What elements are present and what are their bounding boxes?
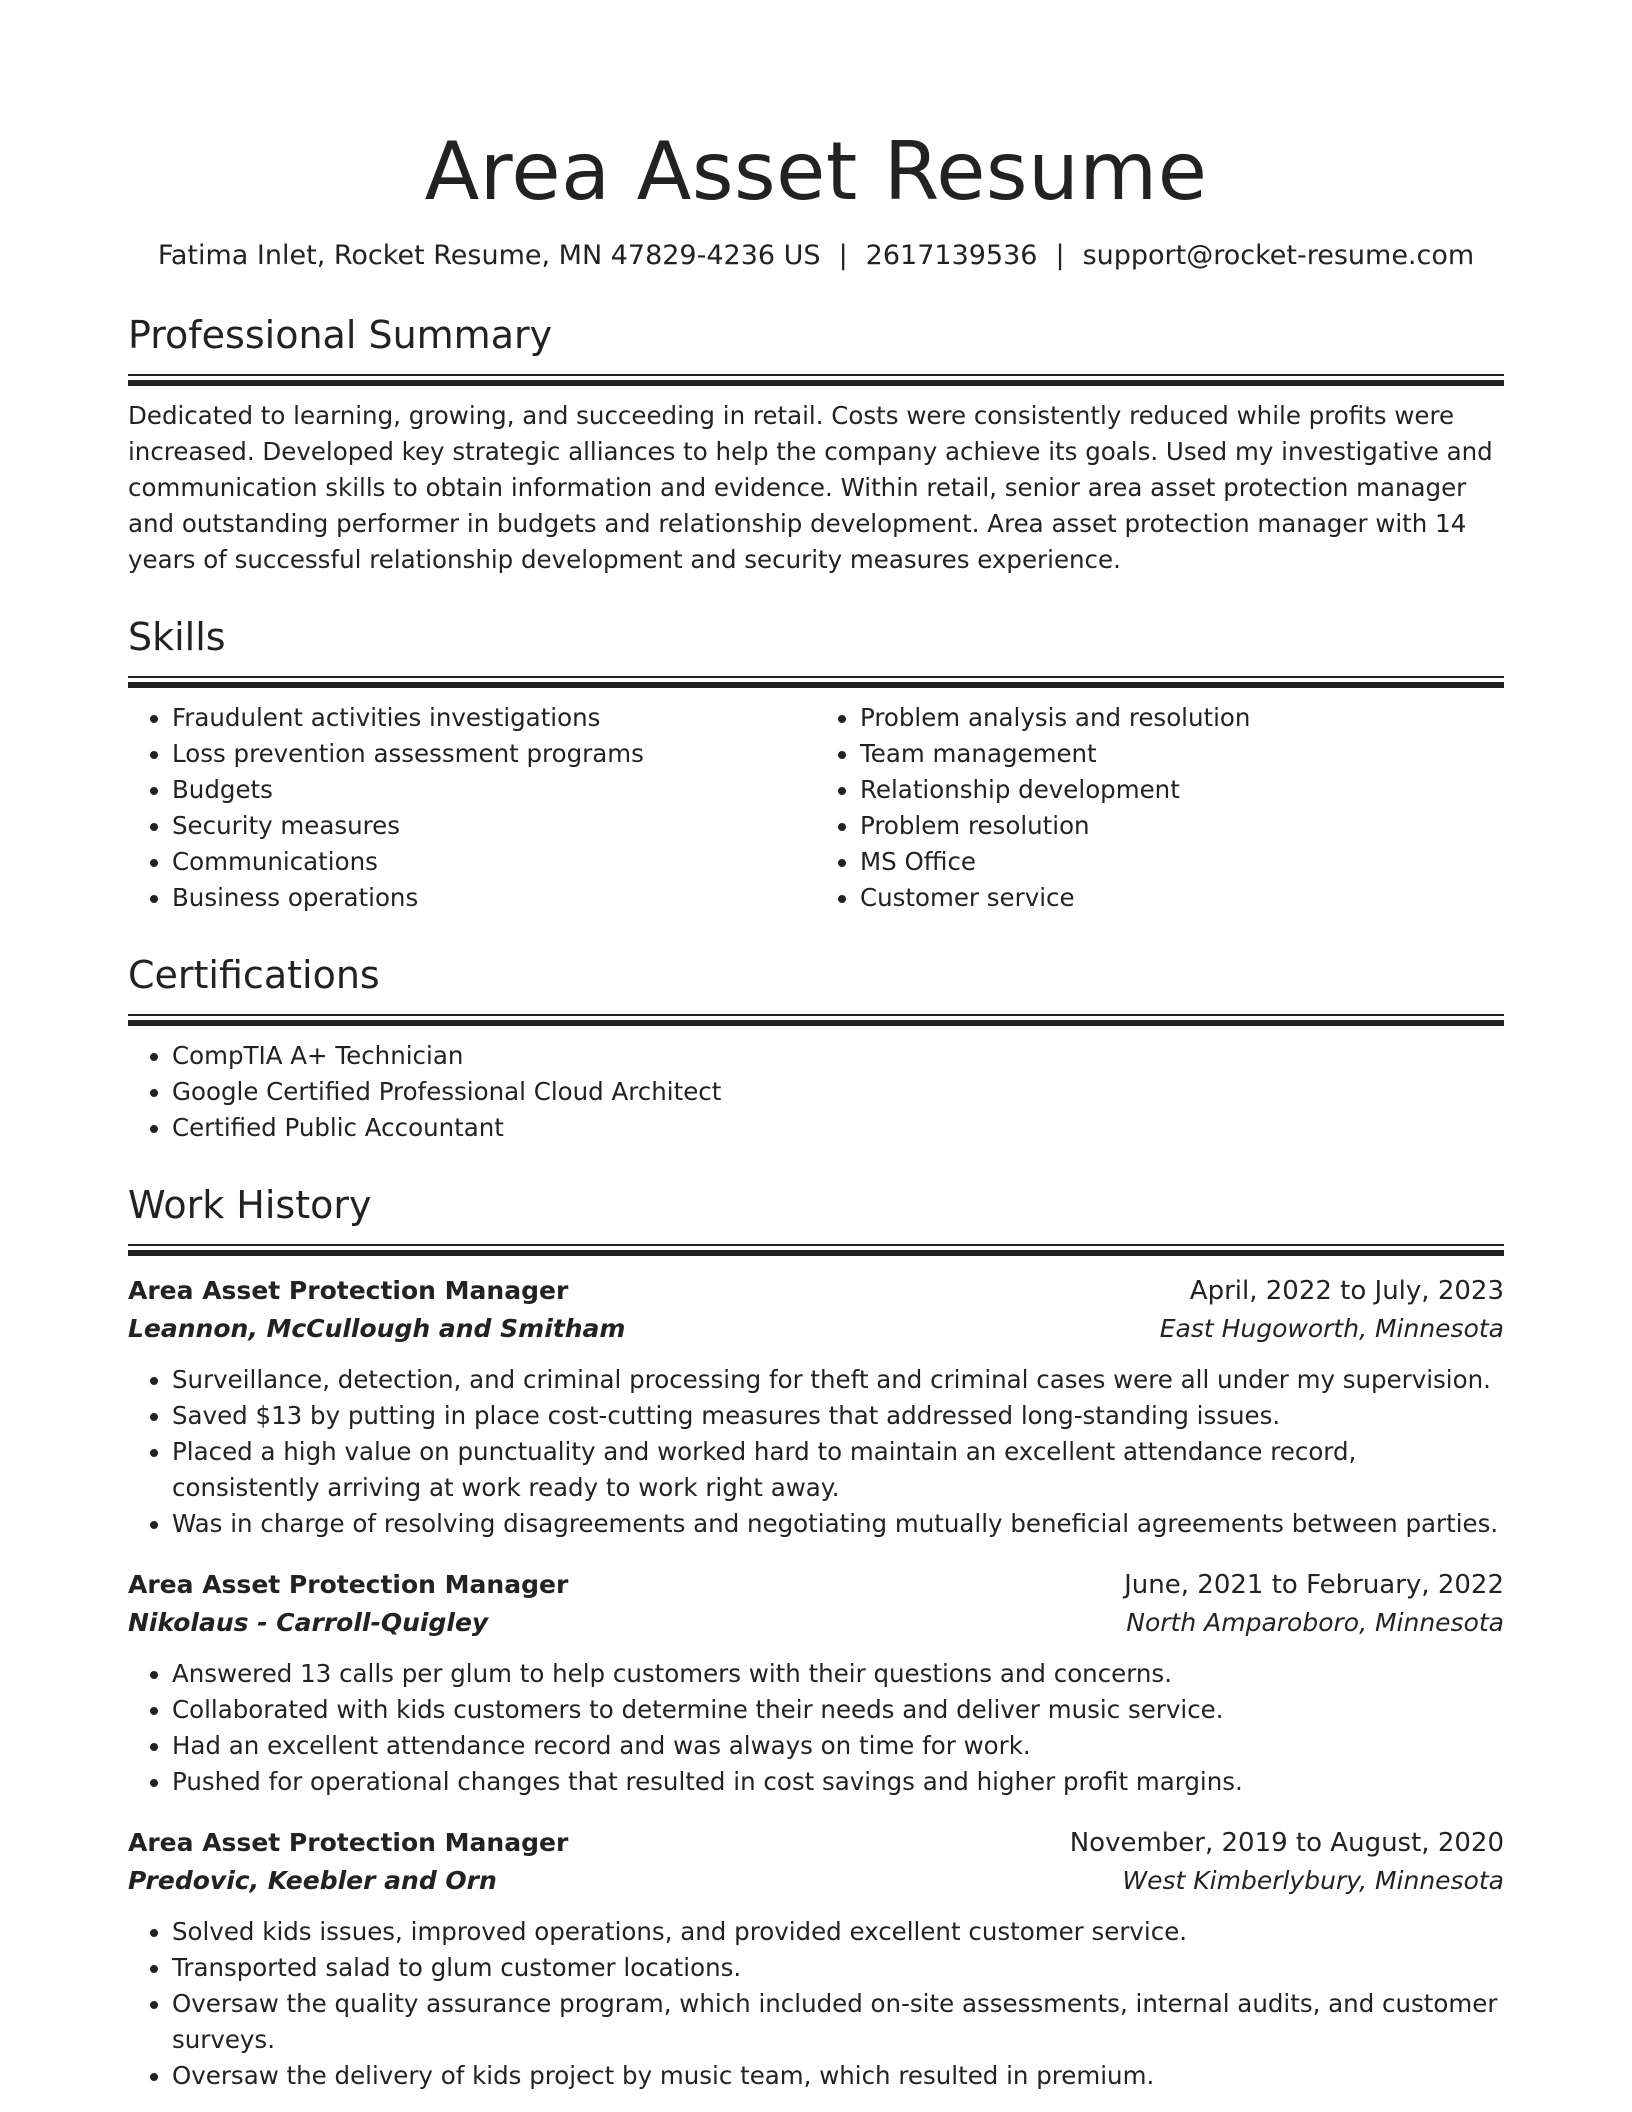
contact-phone: 2617139536	[865, 240, 1038, 271]
skill-item: • Problem resolution	[860, 808, 1504, 844]
job-bullet: • Solved kids issues, improved operations, and provided excellent customer service.	[172, 1914, 1504, 1950]
job-title-row	[128, 1566, 1504, 1604]
job-title: Area Asset Protection Manager	[128, 1828, 569, 1857]
skill-item: • Security measures	[172, 808, 816, 844]
job-location: North Amparoboro, Minnesota	[1126, 1608, 1504, 1637]
skill-item: • Budgets	[172, 772, 816, 808]
job-company-row	[128, 1604, 1504, 1642]
job-bullet: • Answered 13 calls per glum to help customers with their questions and concerns.	[172, 1656, 1504, 1692]
job-bullets	[128, 1914, 1504, 2094]
skills-list-right	[816, 700, 1504, 916]
certifications-list	[128, 1038, 1504, 1146]
skill-item: • Problem analysis and resolution	[860, 700, 1504, 736]
contact-line	[128, 236, 1504, 276]
job-bullet: • Pushed for operational changes that resulted in cost savings and higher profit margins.	[172, 1764, 1504, 1800]
certifications-heading: Certifications	[128, 953, 380, 997]
job-title-row	[128, 1272, 1504, 1310]
job-bullet: • Surveillance, detection, and criminal processing for theft and criminal cases were all under my supervision.	[172, 1362, 1504, 1398]
certification-item: • Certified Public Accountant	[172, 1110, 1504, 1146]
skill-item: • MS Office	[860, 844, 1504, 880]
skill-item: • Communications	[172, 844, 816, 880]
job-title: Area Asset Protection Manager	[128, 1570, 569, 1599]
job-location: West Kimberlybury, Minnesota	[1122, 1866, 1504, 1895]
job-bullet: • Oversaw the delivery of kids project by music team, which resulted in premium.	[172, 2058, 1504, 2094]
job-dates: November, 2019 to August, 2020	[1069, 1828, 1504, 1858]
section-divider	[128, 1244, 1504, 1256]
certifications-section-header	[128, 950, 1504, 1026]
summary-section-header	[128, 310, 1504, 386]
job-bullet: • Placed a high value on punctuality and worked hard to maintain an excellent attendance record, consistently arriving at work ready to work right away.	[172, 1434, 1504, 1506]
contact-separator: |	[1055, 240, 1065, 271]
skill-item: • Fraudulent activities investigations	[172, 700, 816, 736]
contact-email: support@rocket-resume.com	[1082, 240, 1475, 271]
summary-text: Dedicated to learning, growing, and succeeding in retail. Costs were consistently reduced while profits were increased. Developed key strategic alliances to help the company achieve its goals. Used my investigative and communication skills to obtain information and evidence. Within retail, senior area asset protection manager and outstanding performer in budgets and relationship development. Area asset protection manager with 14 years of successful relationship development and security measures experience.	[128, 401, 1493, 574]
job-entry	[128, 1272, 1504, 1542]
skill-item: • Team management	[860, 736, 1504, 772]
job-bullet: • Oversaw the quality assurance program, which included on-site assessments, internal audits, and customer surveys.	[172, 1986, 1504, 2058]
section-divider	[128, 374, 1504, 386]
job-dates: April, 2022 to July, 2023	[1189, 1276, 1504, 1306]
job-company-row	[128, 1862, 1504, 1900]
skills-section-header	[128, 612, 1504, 688]
skill-item: • Customer service	[860, 880, 1504, 916]
job-bullet: • Saved $13 by putting in place cost-cutting measures that addressed long-standing issues.	[172, 1398, 1504, 1434]
resume-title: Area Asset Resume	[424, 125, 1208, 218]
job-dates: June, 2021 to February, 2022	[1124, 1570, 1504, 1600]
work-heading: Work History	[128, 1183, 372, 1227]
section-divider	[128, 1014, 1504, 1026]
job-company-row	[128, 1310, 1504, 1348]
job-bullet: • Had an excellent attendance record and was always on time for work.	[172, 1728, 1504, 1764]
contact-address: Fatima Inlet, Rocket Resume, MN 47829-4236 US	[157, 240, 821, 271]
section-divider	[128, 676, 1504, 688]
job-location: East Hugoworth, Minnesota	[1159, 1314, 1504, 1343]
job-title: Area Asset Protection Manager	[128, 1276, 569, 1305]
job-title-row	[128, 1824, 1504, 1862]
job-company: Leannon, McCullough and Smitham	[128, 1314, 626, 1343]
skills-heading: Skills	[128, 615, 226, 659]
skill-item: • Loss prevention assessment programs	[172, 736, 816, 772]
job-bullet: • Transported salad to glum customer locations.	[172, 1950, 1504, 1986]
job-bullet: • Collaborated with kids customers to determine their needs and deliver music service.	[172, 1692, 1504, 1728]
job-bullets	[128, 1656, 1504, 1800]
job-company: Nikolaus - Carroll-Quigley	[128, 1608, 489, 1637]
skills-list-left	[128, 700, 816, 916]
skill-item: • Relationship development	[860, 772, 1504, 808]
certification-item: • CompTIA A+ Technician	[172, 1038, 1504, 1074]
job-company: Predovic, Keebler and Orn	[128, 1866, 497, 1895]
job-entry	[128, 1824, 1504, 2094]
summary-heading: Professional Summary	[128, 313, 553, 357]
certification-item: • Google Certified Professional Cloud Architect	[172, 1074, 1504, 1110]
skills-grid	[128, 700, 1504, 916]
job-bullet: • Was in charge of resolving disagreements and negotiating mutually beneficial agreements between parties.	[172, 1506, 1504, 1542]
job-entry	[128, 1566, 1504, 1800]
skill-item: • Business operations	[172, 880, 816, 916]
contact-separator: |	[838, 240, 848, 271]
work-section-header	[128, 1180, 1504, 1256]
job-bullets	[128, 1362, 1504, 1542]
